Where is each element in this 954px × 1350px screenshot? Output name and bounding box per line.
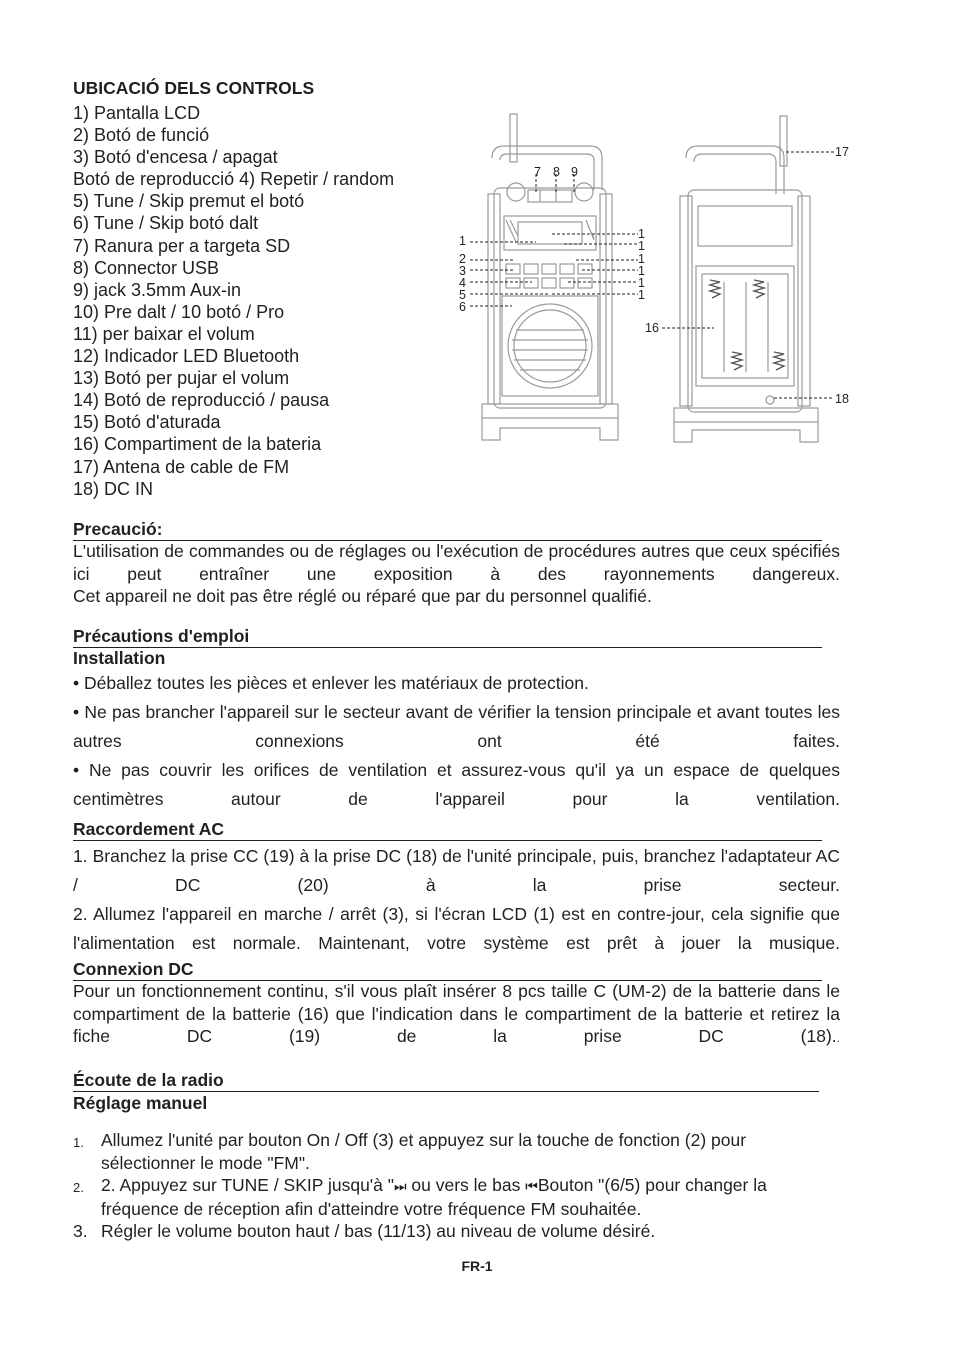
list-item [73, 1174, 840, 1220]
list-text: 2. Appuyez sur TUNE / SKIP jusqu'à " [101, 1175, 394, 1195]
list-item: 3) Botó d'encesa / apagat [73, 147, 278, 168]
dc-paragraph: Pour un fonctionnement continu, s'il vous plaît insérer 8 pcs taille C (UM-2) de la batterie dans le compartiment de la batterie (16) que l'indication dans le compartiment de la batterie et retirez la fiche DC (19) de la prise DC (18).. [73, 981, 840, 1046]
ac-paragraph: 1. Branchez la prise CC (19) à la prise DC (18) de l'unité principale, puis, branchez l'adaptateur AC / DC (20) à la prise secteur. [73, 846, 840, 895]
diagram-label-6: 6 [459, 300, 466, 314]
list-number: 1. [73, 1135, 84, 1150]
list-item: 8) Connector USB [73, 257, 220, 278]
caution-paragraph: Cet appareil ne doit pas être réglé ou réparé que par du personnel qualifié. [73, 586, 652, 606]
list-text: ou vers le bas [406, 1175, 526, 1195]
list-number: 3. [73, 1221, 88, 1241]
list-item: 6) Tune / Skip botó dalt [73, 213, 259, 234]
controls-title: UBICACIÓ DELS CONTROLS [73, 78, 315, 98]
diagram-label-4: 4 [459, 276, 466, 290]
list-item: 1) Pantalla LCD [73, 103, 201, 123]
list-text: Bouton "(6/5) pour changer la fréquence de réception afin d'atteindre votre fréquence FM souhaitée. [101, 1175, 767, 1219]
list-item: 18) DC IN [73, 478, 154, 499]
skip-forward-icon: ⏭ [393, 1178, 407, 1194]
precautions-title: Précautions d'emploi [73, 626, 822, 648]
device-diagram [452, 110, 854, 450]
radio-title: Écoute de la radio [73, 1070, 819, 1092]
caution-paragraph: L'utilisation de commandes ou de réglages ou l'exécution de procédures autres que ceux spécifiés ici peut entraîner une exposition à des rayonnements dangereux. [73, 541, 840, 584]
list-item [73, 1220, 840, 1243]
page-number: FR-1 [461, 1258, 493, 1274]
speaker-illustration [452, 110, 854, 450]
diagram-label-right: 1 [638, 227, 645, 241]
list-item: 17) Antena de cable de FM [73, 456, 290, 477]
list-item: 11) per baixar el volum [73, 323, 255, 344]
skip-back-icon: ⏮ [525, 1178, 538, 1194]
list-item: 12) Indicador LED Bluetooth [73, 346, 300, 367]
diagram-label-17: 17 [835, 145, 849, 159]
diagram-label-7: 7 [534, 165, 541, 179]
list-number: 2. [73, 1180, 84, 1195]
diagram-label-18: 18 [835, 392, 849, 406]
list-text: Allumez l'unité par bouton On / Off (3) et appuyez sur la touche de fonction (2) pour sélectionner le mode "FM". [101, 1130, 747, 1173]
radio-steps [73, 1129, 840, 1243]
ac-title: Raccordement AC [73, 819, 822, 841]
caution-title: Precaució: [73, 519, 822, 541]
diagram-label-right: 1 [638, 276, 645, 290]
diagram-label-1: 1 [459, 234, 466, 248]
dc-title: Connexion DC [73, 959, 822, 981]
diagram-label-right: 1 [638, 239, 645, 253]
list-item: 10) Pre dalt / 10 botó / Pro [73, 301, 285, 322]
list-item: 9) jack 3.5mm Aux-in [73, 279, 242, 300]
diagram-label-9: 9 [571, 165, 578, 179]
list-item: 14) Botó de reproducció / pausa [73, 390, 330, 411]
dc-paragraph-text: Pour un fonctionnement continu, s'il vous plaît insérer 8 pcs taille C (UM-2) de la batterie dans le compartiment de la batterie (16) que l'indication dans le compartiment de la batterie et retirez la fiche DC (19) de la prise DC (18). [73, 981, 840, 1046]
diagram-label-5: 5 [459, 288, 466, 302]
diagram-label-right: 1 [638, 252, 645, 266]
diagram-label-right: 1 [638, 288, 645, 302]
list-item: 16) Compartiment de la bateria [73, 434, 322, 455]
diagram-label-8: 8 [553, 165, 560, 179]
installation-bullet: • Ne pas couvrir les orifices de ventilation et assurez-vous qu'il ya un espace de quelques centimètres autour de l'appareil pour la ventilation. [73, 760, 840, 809]
controls-list [73, 102, 394, 500]
installation-bullet: • Déballez toutes les pièces et enlever les matériaux de protection. [73, 673, 589, 693]
list-item: 5) Tune / Skip premut el botó [73, 191, 305, 212]
list-item: 2) Botó de funció [73, 125, 210, 146]
list-item: 13) Botó per pujar el volum [73, 368, 290, 389]
manual-tuning-subtitle: Réglage manuel [73, 1093, 208, 1113]
list-text: Régler le volume bouton haut / bas (11/13) au niveau de volume désiré. [101, 1221, 656, 1241]
list-item: Botó de reproducció 4) Repetir / random [73, 169, 395, 190]
diagram-label-16: 16 [645, 321, 659, 335]
list-item [73, 1129, 840, 1174]
ac-paragraph: 2. Allumez l'appareil en marche / arrêt (3), si l'écran LCD (1) est en contre-jour, cela signifie que l'alimentation est normale. Maintenant, votre système est prêt à jouer la musique. [73, 904, 840, 953]
installation-bullet: • Ne pas brancher l'appareil sur le secteur avant de vérifier la tension principale et avant toutes les autres connexions ont été faites. [73, 702, 840, 751]
diagram-label-right: 1 [638, 264, 645, 278]
list-item: 15) Botó d'aturada [73, 412, 221, 433]
list-item: 7) Ranura per a targeta SD [73, 235, 291, 256]
installation-subtitle: Installation [73, 648, 166, 668]
diagram-label-3: 3 [459, 264, 466, 278]
diagram-label-2: 2 [459, 252, 466, 266]
